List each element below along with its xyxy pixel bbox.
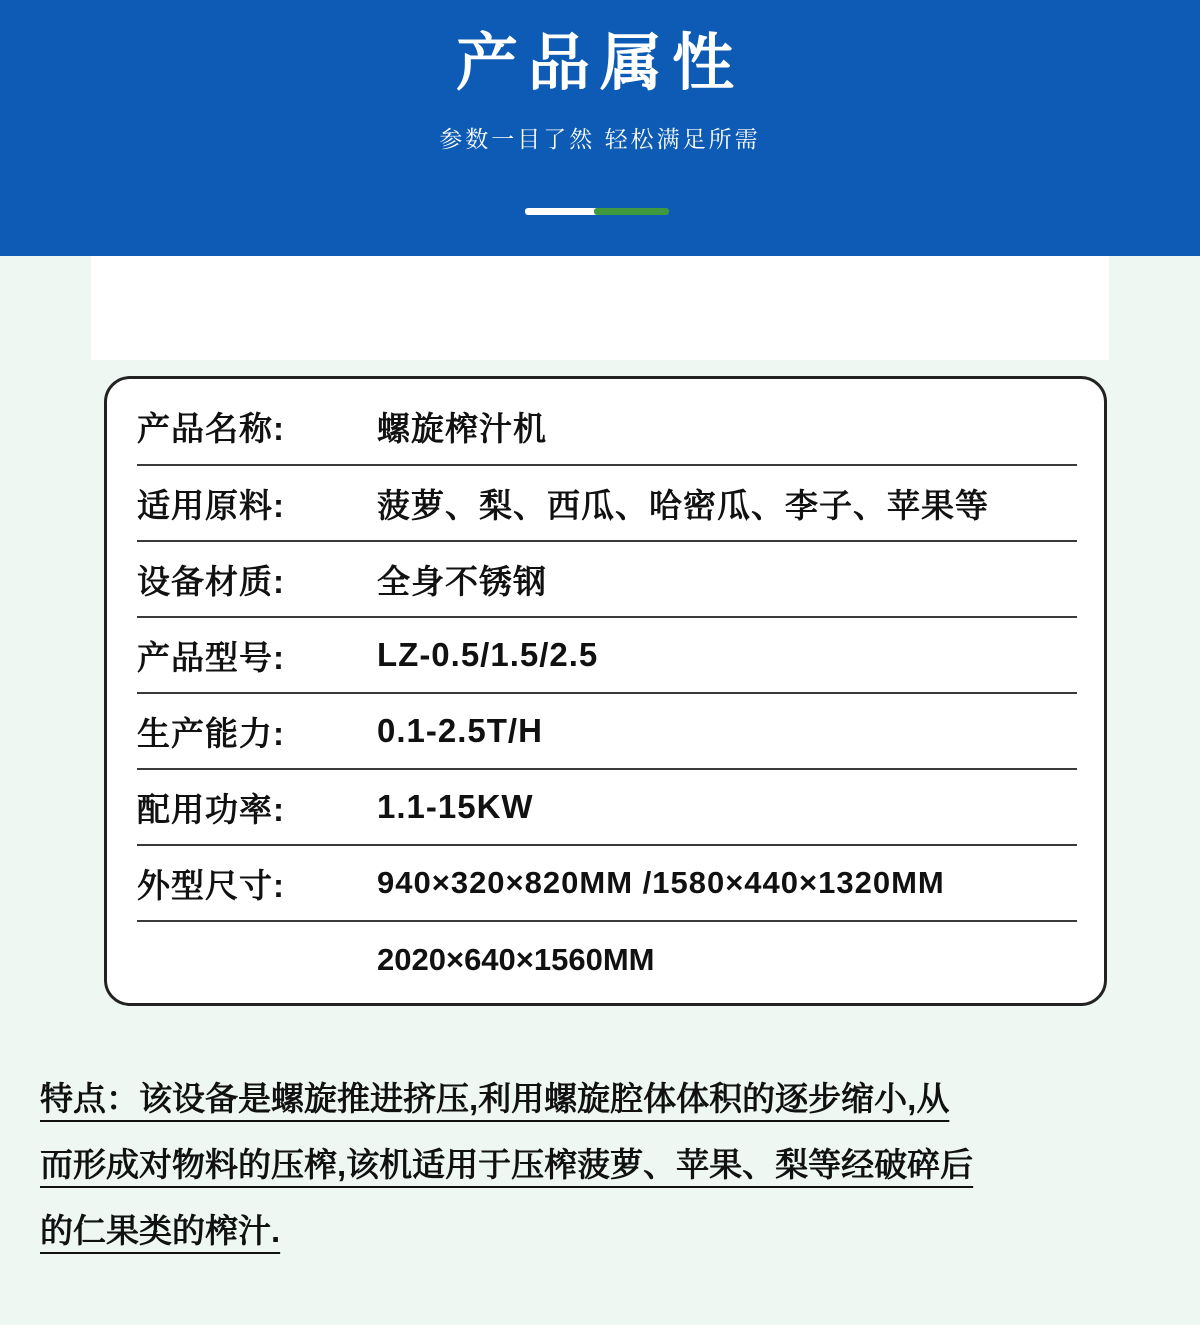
header-banner — [0, 0, 1200, 256]
table-row — [137, 769, 1077, 845]
page-subtitle: 参数一目了然 轻松满足所需 — [439, 126, 761, 153]
spec-label-model: 产品型号: — [137, 617, 377, 693]
table-row — [137, 389, 1077, 465]
table-row — [137, 921, 1077, 997]
spec-label-product-name: 产品名称: — [137, 389, 377, 465]
spec-label-dimensions-cont — [137, 921, 377, 997]
banner-divider — [525, 208, 675, 215]
feature-line-3: 的仁果类的榨汁. — [40, 1212, 281, 1249]
content-area — [0, 256, 1200, 1325]
spec-value-equipment-material: 全身不锈钢 — [377, 541, 1077, 617]
divider-segment-white — [525, 208, 600, 215]
spec-label-dimensions: 外型尺寸: — [137, 845, 377, 921]
table-row — [137, 465, 1077, 541]
specification-table — [137, 389, 1077, 997]
spec-label-materials: 适用原料: — [137, 465, 377, 541]
table-row — [137, 617, 1077, 693]
top-white-panel — [91, 256, 1109, 360]
spec-value-dimensions-cont: 2020×640×1560MM — [377, 941, 655, 977]
spec-value-power: 1.1-15KW — [377, 769, 1077, 845]
feature-description — [40, 1066, 1165, 1264]
spec-value-model: LZ-0.5/1.5/2.5 — [377, 617, 1077, 693]
spec-label-equipment-material: 设备材质: — [137, 541, 377, 617]
page-title: 产品属性 — [455, 29, 744, 98]
table-row — [137, 541, 1077, 617]
divider-segment-green — [594, 208, 669, 215]
table-row — [137, 693, 1077, 769]
spec-value-dimensions: 940×320×820MM /1580×440×1320MM — [377, 845, 1077, 921]
spec-label-power: 配用功率: — [137, 769, 377, 845]
spec-label-capacity: 生产能力: — [137, 693, 377, 769]
feature-line-2: 而形成对物料的压榨,该机适用于压榨菠萝、苹果、梨等经破碎后 — [40, 1146, 974, 1183]
specification-card — [104, 376, 1107, 1006]
feature-line-1: 特点：该设备是螺旋推进挤压,利用螺旋腔体体积的逐步缩小,从 — [40, 1080, 950, 1117]
spec-value-product-name: 螺旋榨汁机 — [377, 389, 1077, 465]
spec-value-capacity: 0.1-2.5T/H — [377, 693, 1077, 769]
table-row — [137, 845, 1077, 921]
spec-value-materials: 菠萝、梨、西瓜、哈密瓜、李子、苹果等 — [377, 465, 1077, 541]
